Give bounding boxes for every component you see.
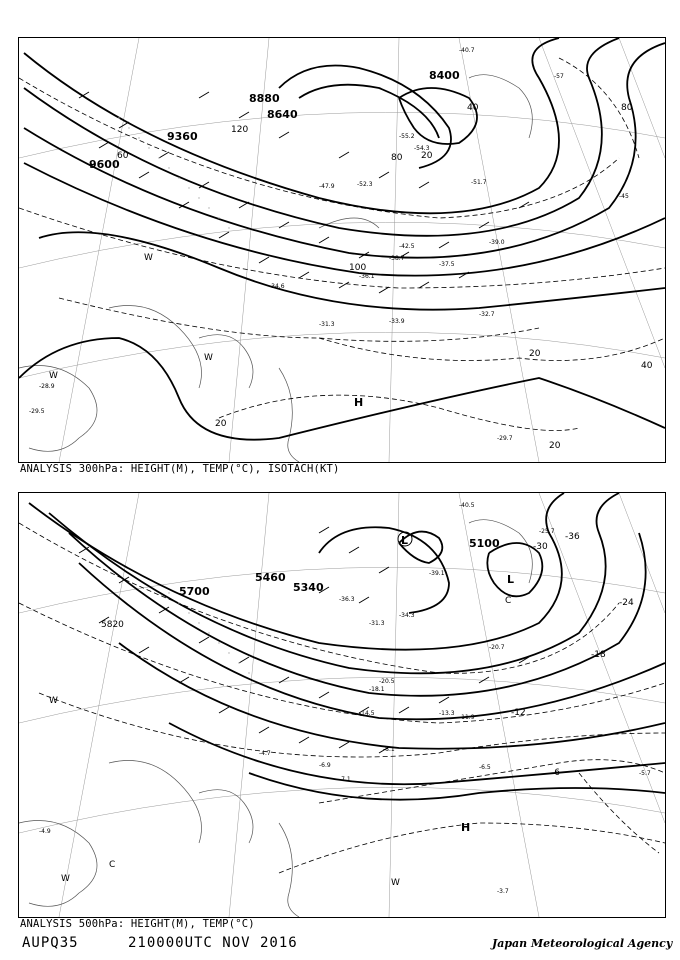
temperature-value: -37.5 — [439, 261, 455, 268]
agency-name: Japan Meteorological Agency — [492, 937, 673, 950]
height-label: 9600 — [89, 158, 120, 171]
isotherm-label: -36 — [565, 532, 580, 542]
coastline — [19, 75, 532, 462]
temperature-value: -39.1 — [429, 570, 445, 577]
height-contours — [19, 38, 665, 440]
temperature-value: -31.3 — [369, 620, 385, 627]
isotach-label: 80 — [621, 103, 633, 113]
temperature-value: -25.7 — [539, 528, 555, 535]
temperature-value: -52.3 — [357, 181, 373, 188]
map-300hpa-panel — [18, 37, 666, 463]
graticule — [19, 493, 665, 917]
isotach-label: 20 — [549, 441, 561, 451]
temperature-value: -20.7 — [489, 644, 505, 651]
temperature-value: -40.5 — [459, 502, 475, 509]
temperature-value: -57 — [554, 73, 564, 80]
temperature-value: -7.1 — [339, 776, 351, 783]
temperature-value: -29.7 — [497, 435, 513, 442]
isotherm-label: -12 — [511, 708, 526, 718]
height-label: 5100 — [469, 537, 500, 550]
chart-code: AUPQ35 — [22, 935, 79, 951]
isotherm-label: -6 — [551, 768, 560, 778]
height-label: 5460 — [255, 571, 286, 584]
temperature-value: -54.3 — [414, 145, 430, 152]
isotach-label: 60 — [117, 151, 129, 161]
isotach-label: 20 — [215, 419, 227, 429]
temperature-value: -5.7 — [639, 770, 651, 777]
warm-center: W — [61, 874, 70, 884]
temperature-value: -3.7 — [497, 888, 509, 895]
height-label: 9360 — [167, 130, 198, 143]
bottom-chart-caption: ANALYSIS 500hPa: HEIGHT(M), TEMP(°C) — [20, 918, 255, 930]
map-300hpa — [19, 38, 665, 462]
isotach-label: 20 — [529, 349, 541, 359]
isotach-label: 40 — [467, 103, 479, 113]
low-pressure-center: L — [507, 573, 515, 586]
height-label: 8640 — [267, 108, 298, 121]
temperature-value: -6.5 — [479, 764, 491, 771]
temperature-value: -51.7 — [471, 179, 487, 186]
isotherm-label: -18 — [591, 650, 606, 660]
temperature-value: -11.9 — [459, 714, 475, 721]
height-label: 5700 — [179, 585, 210, 598]
height-label: 8880 — [249, 92, 280, 105]
temperature-value: -14.5 — [359, 710, 375, 717]
isotach-label: 20 — [421, 151, 433, 161]
cold-center: C — [109, 860, 116, 870]
chart-timestamp: 210000UTC NOV 2016 — [128, 935, 298, 951]
temperature-value: -36.3 — [339, 596, 355, 603]
temperature-value: -34.3 — [399, 612, 415, 619]
temperature-value: -33.9 — [389, 318, 405, 325]
temperature-value: -47.9 — [319, 183, 335, 190]
low-pressure-center: L — [401, 534, 409, 547]
temperature-value: -40.7 — [459, 47, 475, 54]
isotach-label: 120 — [231, 125, 249, 135]
warm-center: W — [49, 371, 58, 381]
isotherm-label: -24 — [619, 598, 634, 608]
temperature-value: -29.5 — [29, 408, 45, 415]
cold-center: C — [505, 596, 512, 606]
map-500hpa-panel — [18, 492, 666, 918]
top-chart-caption: ANALYSIS 300hPa: HEIGHT(M), TEMP(°C), ISOTACH(KT) — [20, 463, 340, 475]
warm-center: W — [391, 878, 400, 888]
temperature-value: -4.9 — [39, 828, 51, 835]
isotach-label: 100 — [349, 263, 367, 273]
temperature-value: -38.7 — [389, 255, 405, 262]
temperature-value: -34.6 — [269, 283, 285, 290]
temperature-value: -28.9 — [39, 383, 55, 390]
temperature-value: -8.1 — [383, 746, 395, 753]
temperature-value: -13.3 — [439, 710, 455, 717]
height-label: 5820 — [101, 620, 124, 630]
height-label: 5340 — [293, 581, 324, 594]
temperature-value: -42.5 — [399, 243, 415, 250]
warm-center: W — [49, 696, 58, 706]
graticule — [19, 38, 665, 462]
isotach-label: 40 — [641, 361, 653, 371]
temperature-value: -18.1 — [369, 686, 385, 693]
high-pressure-center: H — [461, 821, 471, 834]
temperature-value: -55.2 — [399, 133, 415, 140]
isotherm-label: -30 — [533, 542, 548, 552]
temperature-value: -39.0 — [489, 239, 505, 246]
height-label: 8400 — [429, 69, 460, 82]
temperature-value: -4.7 — [259, 750, 271, 757]
isotach-label: 80 — [391, 153, 403, 163]
temperature-value: -32.7 — [479, 311, 495, 318]
high-pressure-center: H — [354, 396, 364, 409]
temperature-value: -45 — [619, 193, 629, 200]
temperature-value: -36.1 — [359, 273, 375, 280]
temperature-value: -20.5 — [379, 678, 395, 685]
map-500hpa — [19, 493, 665, 917]
warm-center: W — [144, 253, 153, 263]
temperature-value: -6.9 — [319, 762, 331, 769]
temperature-value: -31.3 — [319, 321, 335, 328]
warm-center: W — [204, 353, 213, 363]
